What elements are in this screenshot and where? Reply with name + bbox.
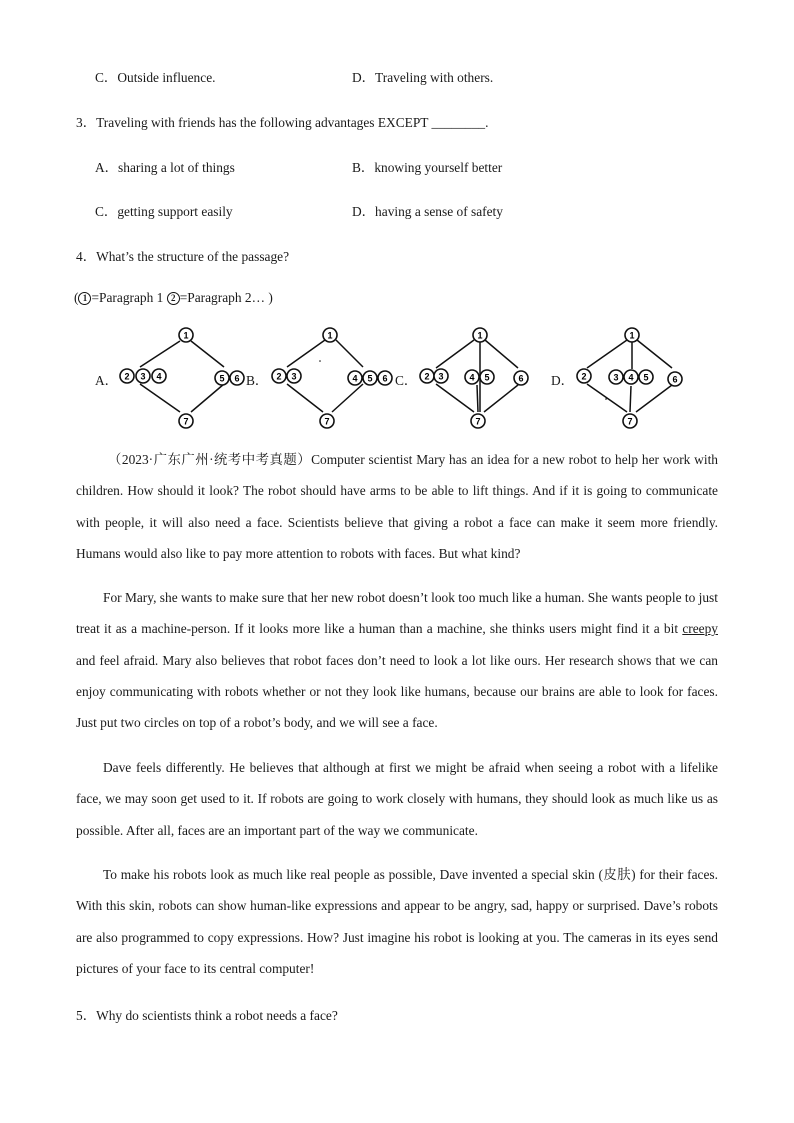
diagram-b-node-3 (287, 369, 301, 383)
diagram-a-node-6 (230, 371, 244, 385)
q4-option-d-label: D． (551, 373, 575, 388)
key-circle-1: 1 (78, 292, 91, 305)
q4-key (74, 290, 273, 306)
passage-paragraph-4: To make his robots look as much like real people as possible, Dave invented a special skin (皮肤) for their faces. With this skin, robots can show human-like expressions and appear to be angry, sad, happy or surprised. Dave’s robots are also programmed to copy expressions. How? Just imagine his robot is looking at you. The cameras in its eyes send pictures of your face to its central computer! (76, 867, 718, 976)
svg-text:5: 5 (643, 372, 649, 383)
svg-text:6: 6 (518, 373, 524, 384)
diagram-a-node-3 (136, 369, 150, 383)
q3-option-a: A．sharing a lot of things (95, 160, 235, 175)
diagram-c-node-7 (471, 414, 485, 428)
svg-text:3: 3 (140, 371, 146, 382)
passage-p2-part-a: For Mary, she wants to make sure that her new robot doesn’t look too much like a human. She wants people to just treat it as a machine-person. If it looks more like a human than a machine, she thinks users might find it a bit (76, 590, 718, 637)
diagram-d-node-6 (668, 372, 682, 386)
diagram-c-node-3 (434, 369, 448, 383)
svg-text:6: 6 (234, 373, 240, 384)
svg-text:5: 5 (367, 373, 373, 384)
q4-key-p1: =Paragraph 1 (91, 290, 167, 305)
passage-p2-part-b: and feel afraid. Mary also believes that robot faces don’t need to look a lot like ours. Her research shows that we can enjoy communicating with robots whether or not they look like humans, because our brains are able to look for faces. Just put two circles on top of a robot’s body, and we will see a face. (76, 652, 718, 731)
diagram-a-node-5 (215, 371, 229, 385)
svg-text:1: 1 (183, 330, 189, 341)
q3-option-b: B．knowing yourself better (352, 160, 503, 175)
q4-key-p2: =Paragraph 2… ) (179, 290, 273, 305)
svg-text:6: 6 (672, 374, 678, 385)
structure-diagram-b (265, 326, 397, 432)
svg-text:2: 2 (276, 371, 282, 382)
svg-text:1: 1 (327, 330, 333, 341)
svg-text:3: 3 (291, 371, 297, 382)
svg-text:7: 7 (627, 416, 633, 427)
key-circle-2: 2 (167, 292, 180, 305)
diagram-b-node-1 (323, 328, 337, 342)
structure-diagram-a (116, 326, 248, 432)
diagram-c-node-6 (514, 371, 528, 385)
q4-option-a-label: A． (95, 373, 119, 388)
diagram-a-node-7 (179, 414, 193, 428)
diagram-d-node-5 (639, 370, 653, 384)
diagram-a-node-4 (152, 369, 166, 383)
diagram-c-node-1 (473, 328, 487, 342)
underlined-word-creepy: creepy (682, 621, 718, 637)
passage-paragraph-3: Dave feels differently. He believes that although at first we might be afraid when seeing a robot with a lifelike face, we may soon get used to it. If robots are going to work closely with humans, they should look as much like us as possible. After all, faces are an important part of the way we communicate. (76, 760, 718, 838)
q4-option-c-label: C． (395, 373, 418, 388)
q5-stem: 5．Why do scientists think a robot needs a face? (76, 1008, 338, 1023)
diagram-d-node-7 (623, 414, 637, 428)
svg-text:5: 5 (484, 372, 490, 383)
svg-text:1: 1 (629, 330, 635, 341)
diagram-b-node-6 (378, 371, 392, 385)
svg-text:5: 5 (219, 373, 225, 384)
diagram-b-node-4 (348, 371, 362, 385)
diagram-b-node-5 (363, 371, 377, 385)
svg-text:2: 2 (581, 371, 587, 382)
svg-text:3: 3 (613, 372, 619, 383)
svg-text:6: 6 (382, 373, 388, 384)
diagram-d-node-2 (577, 369, 591, 383)
structure-diagram-c (414, 326, 536, 432)
svg-text:4: 4 (628, 372, 634, 383)
q4-key-prefix: ( (74, 290, 79, 305)
q3-stem: 3．Traveling with friends has the following advantages EXCEPT ________. (76, 115, 489, 130)
q2-option-c: C．Outside influence. (95, 70, 216, 85)
passage-source: （2023·广东广州·统考中考真题） (108, 452, 312, 467)
svg-text:2: 2 (124, 371, 130, 382)
passage-p1-text: Computer scientist Mary has an idea for a new robot to help her work with children. How should it look? The robot should have arms to be able to lift things. And if it is going to communicate with people, it will also need a face. Scientists believe that giving a robot a face can make it seem more friendly. Humans would also like to pay more attention to robots with faces. But what kind? (76, 452, 718, 561)
diagram-a-node-1 (179, 328, 193, 342)
q2-option-d: D．Traveling with others. (352, 70, 494, 85)
q3-option-d: D．having a sense of safety (352, 204, 503, 219)
svg-text:7: 7 (324, 416, 330, 427)
svg-text:7: 7 (183, 416, 189, 427)
diagram-d-node-1 (625, 328, 639, 342)
structure-diagram-d (569, 326, 689, 432)
svg-text:3: 3 (438, 371, 444, 382)
svg-text:7: 7 (475, 416, 481, 427)
diagram-d-node-3 (609, 370, 623, 384)
svg-text:2: 2 (424, 371, 430, 382)
passage-paragraph-1 (76, 444, 718, 569)
diagram-c-node-5 (480, 370, 494, 384)
svg-text:1: 1 (477, 330, 483, 341)
q4-option-b-label: B． (246, 373, 269, 388)
svg-text:4: 4 (469, 372, 475, 383)
svg-text:4: 4 (352, 373, 358, 384)
diagram-c-node-2 (420, 369, 434, 383)
diagram-b-node-2 (272, 369, 286, 383)
q4-stem: 4．What’s the structure of the passage? (76, 249, 290, 264)
passage-paragraph-2 (76, 582, 718, 738)
diagram-a-node-2 (120, 369, 134, 383)
diagram-d-node-4 (624, 370, 638, 384)
svg-text:4: 4 (156, 371, 162, 382)
diagram-b-node-7 (320, 414, 334, 428)
diagram-c-node-4 (465, 370, 479, 384)
q3-option-c: C．getting support easily (95, 204, 233, 219)
